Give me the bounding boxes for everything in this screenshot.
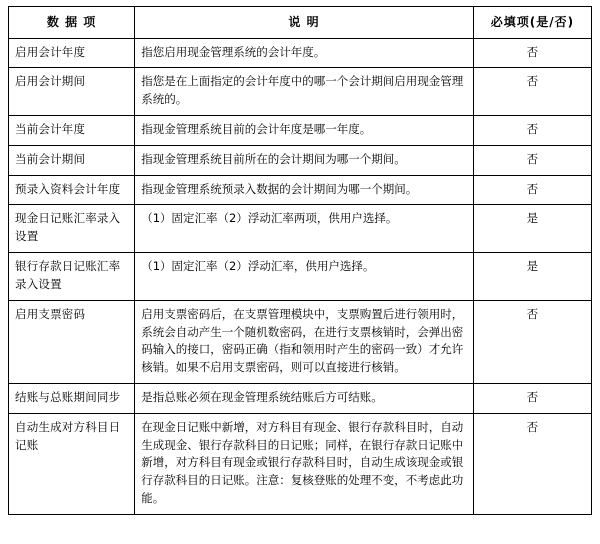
cell-item: 自动生成对方科目日记账: [9, 413, 135, 514]
spec-table: [8, 6, 592, 515]
cell-item: 现金日记账汇率录入设置: [9, 205, 135, 253]
cell-item: 当前会计年度: [9, 116, 135, 146]
cell-item: 当前会计期间: [9, 145, 135, 175]
cell-required: 否: [473, 68, 591, 116]
cell-required: 是: [473, 205, 591, 253]
table-row: [9, 413, 592, 514]
table-row: [9, 38, 592, 68]
cell-description: 指现金管理系统目前的会计年度是哪一年度。: [135, 116, 474, 146]
cell-item: 预录入资料会计年度: [9, 175, 135, 205]
table-row: [9, 205, 592, 253]
cell-description: 指您是在上面指定的会计年度中的哪一个会计期间启用现金管理系统的。: [135, 68, 474, 116]
cell-item: 启用会计期间: [9, 68, 135, 116]
table-row: [9, 253, 592, 301]
cell-description: 启用支票密码后，在支票管理模块中，支票购置后进行领用时，系统会自动产生一个随机数密码，在进行支票核销时，会弹出密码输入的接口，密码正确（指和领用时产生的密码一致）才允许核销。如果不启用支票密码，则可以直接进行核销。: [135, 300, 474, 383]
cell-description: 是指总账必须在现金管理系统结账后方可结账。: [135, 383, 474, 413]
cell-required: 否: [473, 38, 591, 68]
cell-required: 否: [473, 383, 591, 413]
cell-description: 在现金日记账中新增，对方科目有现金、银行存款科目时，自动生成现金、银行存款科目的日记账；同样，在银行存款日记账中新增，对方科目有现金或银行存款科目时，自动生成该现金或银行存款科目的日记账。注意：复核登账的处理不变，不考虑此功能。: [135, 413, 474, 514]
column-header-item: 数 据 项: [9, 7, 135, 39]
table-row: [9, 68, 592, 116]
cell-description: 指现金管理系统预录入数据的会计期间为哪一个期间。: [135, 175, 474, 205]
cell-description: （1）固定汇率（2）浮动汇率，供用户选择。: [135, 253, 474, 301]
cell-required: 否: [473, 116, 591, 146]
cell-item: 结账与总账期间同步: [9, 383, 135, 413]
table-row: [9, 145, 592, 175]
cell-required: 否: [473, 175, 591, 205]
table-body: [9, 38, 592, 514]
cell-required: 否: [473, 413, 591, 514]
cell-required: 是: [473, 253, 591, 301]
table-header: [9, 7, 592, 39]
cell-description: 指您启用现金管理系统的会计年度。: [135, 38, 474, 68]
table-header-row: [9, 7, 592, 39]
column-header-description: 说 明: [135, 7, 474, 39]
cell-item: 启用会计年度: [9, 38, 135, 68]
cell-required: 否: [473, 300, 591, 383]
cell-item: 银行存款日记账汇率录入设置: [9, 253, 135, 301]
table-row: [9, 175, 592, 205]
table-row: [9, 300, 592, 383]
cell-description: （1）固定汇率（2）浮动汇率两项，供用户选择。: [135, 205, 474, 253]
table-row: [9, 116, 592, 146]
column-header-required: 必填项(是/否): [473, 7, 591, 39]
cell-required: 否: [473, 145, 591, 175]
cell-description: 指现金管理系统目前所在的会计期间为哪一个期间。: [135, 145, 474, 175]
cell-item: 启用支票密码: [9, 300, 135, 383]
table-row: [9, 383, 592, 413]
